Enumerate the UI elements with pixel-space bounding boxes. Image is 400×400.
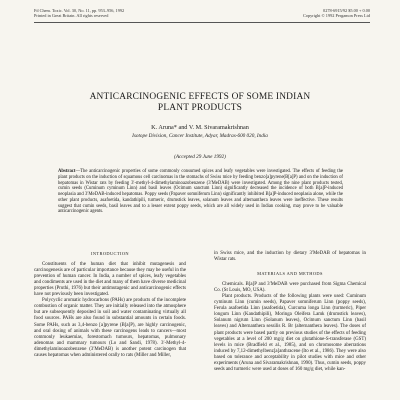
left-column: [34, 251, 186, 359]
methods-chemicals-paragraph: Chemicals. B[a]P and 3′MeDAB were purchased from Sigma Chemical Co. (St Louis, MO, USA).: [214, 282, 366, 294]
introduction-paragraph-2: Polycyclic aromatic hydrocarbons (PAHs) are products of the incomplete combustion of organic matter. They are initially released into the atmosphere but are subsequently deposited in soil and water contaminating virtually all food sources. PAHs are also found in substantial amounts in certain foods. Some PAHs, such as 3,4-benzo [a]pyrene (B[a]P), are highly carcinogenic, and oral dosing of animals with these carcinogens leads to cancers—most commonly leukaemias, forestomach tumours, hepatomas, pulmonary adenomas and mammary tumours (Lo and Sandi, 1978). 3′-Methyl-4-dimethylaminoazobenzene (3′MeDAB) is another potent carcinogen that causes hepatomas when administered orally to rats (Miller and Miller,: [34, 298, 186, 358]
price-code: 0278-6915/92 $5.00 + 0.00: [323, 8, 370, 13]
title-line-2: PLANT PRODUCTS: [157, 103, 243, 113]
title-line-1: ANTICARCINOGENIC EFFECTS OF SOME INDIAN: [89, 92, 311, 102]
header-rule: [34, 22, 370, 23]
introduction-continuation: in Swiss mice, and the induction by dietary 3′MeDAB of hepatomas in Wistar rats.: [214, 251, 366, 263]
article-title: [0, 92, 400, 114]
journal-header-right: [303, 8, 370, 18]
print-notice: Printed in Great Britain. All rights reserved: [34, 13, 109, 19]
abstract: [58, 169, 343, 215]
author-list: K. Aruna* and V. M. Sivaramakrishnan: [151, 124, 249, 131]
journal-header-left: [34, 8, 124, 18]
methods-heading: MATERIALS AND METHODS: [257, 271, 323, 277]
accepted-date: (Accepted 29 June 1992): [174, 154, 226, 160]
introduction-heading: INTRODUCTION: [91, 251, 129, 256]
right-column: [214, 251, 366, 373]
journal-citation: Fd Chem. Toxic. Vol. 30, No. 11, pp. 953–956, 1992: [34, 8, 125, 13]
copyright-notice: Copyright © 1992 Pergamon Press Ltd: [302, 13, 370, 19]
abstract-text: —The anticarcinogenic properties of some commonly consumed spices and leafy vegetables were investigated. The effects of feeding the plant products on the induction of squamous cell carcinomas in the stomachs of Swiss mice by feeding benzo[a]pyrene(B[a]P) and on the induction of hepatomas in Wistar rats by feeding 3′-methyl-4-dimethylaminoazobenzene (3′MeDAB) were investigated. Among the nine plant products tested, cumin seeds (Cuminum cyminum Linn) and basil leaves (Ocimum sanctum Linn) significantly decreased the incidence of both B[a]P-induced neoplasia and 3′MeDAB-induced hepatomas. Poppy seeds (Papaver somniferum Linn) significantly inhibited B[a]P-induced neoplasia alone, while the other plant products, asafoetida, kandathipili, turmeric, drumstick leaves, solanum leaves and alternanthera leaves were ineffective. These results suggest that cumin seeds, basil leaves and to a lesser extent poppy seeds, which are all widely used in Indian cooking, may prove to be valuable anticarcinogenic agents.: [58, 169, 343, 215]
abstract-label: Abstract: [58, 169, 76, 174]
methods-plant-products-paragraph: Plant products. Products of the following plants were used: Cuminum cyminum Linn (cumin seeds), Papaver somniferum Linn (poppy seeds), Ferula asafoetida Linn (asafoetida), Curcuma longa Linn (turmeric), Piper longum Linn (Kandathipili), Moringa Oleifera Lamk (drumstick leaves), Solanum nigrum Linn (Solanum leaves), Ocimum sanctum Linn (basil leaves) and Alternanthera sessilis R. Br (alternanthera leaves). The doses of plant products were based partly on previous studies of the effects of feeding vegetables at a level of 200 mg/g diet on glutathione-S-transferase (GST) levels in mice (Bradfield et al., 1985), and on chromosome aberrations induced by 7,12-dimethylbenz[a]anthracene (Ito et al., 1986). They were also based on tolerance and acceptability in pilot studies with mice and other experiments (Aruna and Sivaramakrishnan, 1990). Thus, cumin seeds, poppy seeds and turmeric were used at doses of 160 mg/g diet, while kan-: [214, 294, 366, 372]
author-affiliation: Isotope Division, Cancer Institute, Adyar, Madras-600 020, India: [132, 133, 268, 139]
introduction-paragraph-1: Constituents of the human diet that inhibit mutagenesis and carcinogenesis are of particular importance because they may be useful in the prevention of human cancer. In India, a number of spices, leafy vegetables and condiments are used in the diet and many of them have diverse medicinal properties (Pruthi, 1976) but their antimutagenic and anticarcinogenic effects have not previously been investigated.: [34, 262, 186, 298]
